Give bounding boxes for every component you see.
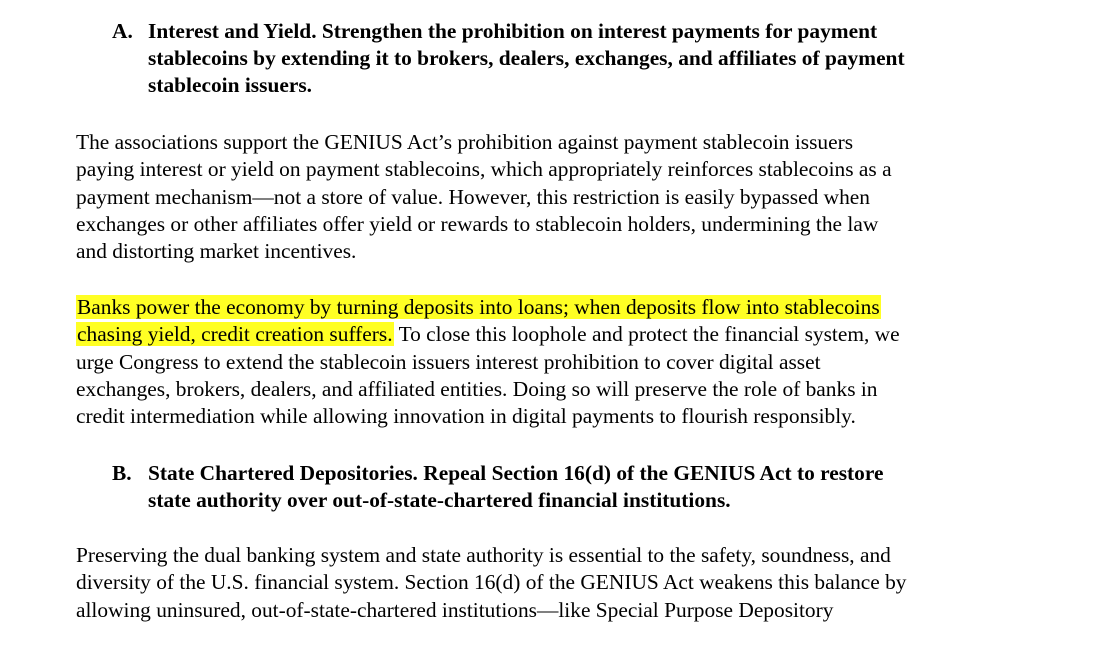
- paragraph-line: payment mechanism—not a store of value. However, this restriction is easily bypassed when: [76, 184, 870, 209]
- section-a-heading-line: Interest and Yield. Strengthen the prohibition on interest payments for payment: [148, 19, 878, 43]
- paragraph-text: To close this loophole and protect the financial system, we: [393, 322, 900, 347]
- paragraph-line: paying interest or yield on payment stablecoins, which appropriately reinforces stablecoins as a: [76, 157, 892, 182]
- paragraph-line: [76, 321, 900, 348]
- section-b-heading-line: State Chartered Depositories. Repeal Section 16(d) of the GENIUS Act to restore: [148, 461, 884, 485]
- section-a-letter: A.: [112, 19, 133, 43]
- highlighted-text: Banks power the economy by turning deposits into loans; when deposits flow into stablecoins: [77, 295, 880, 319]
- paragraph-line: urge Congress to extend the stablecoin issuers interest prohibition to cover digital asset: [76, 349, 821, 374]
- paragraph-line: exchanges, brokers, dealers, and affiliated entities. Doing so will preserve the role of banks in: [76, 376, 878, 401]
- paragraph-line: [76, 294, 881, 321]
- section-a-heading-line: stablecoins by extending it to brokers, dealers, exchanges, and affiliates of payment: [148, 46, 905, 70]
- paragraph-line: and distorting market incentives.: [76, 239, 357, 264]
- paragraph-line: The associations support the GENIUS Act’s prohibition against payment stablecoin issuers: [76, 130, 854, 154]
- section-b-heading-line: state authority over out-of-state-chartered financial institutions.: [148, 488, 731, 512]
- section-b-letter: B.: [112, 461, 132, 485]
- paragraph-line: diversity of the U.S. financial system. Section 16(d) of the GENIUS Act weakens this balance by: [76, 570, 907, 595]
- section-a-heading-line: stablecoin issuers.: [148, 73, 313, 97]
- paragraph-line: Preserving the dual banking system and state authority is essential to the safety, soundness, and: [76, 543, 891, 567]
- paragraph-line: credit intermediation while allowing innovation in digital payments to flourish responsibly.: [76, 404, 856, 429]
- paragraph-line: exchanges or other affiliates offer yield or rewards to stablecoin holders, undermining the law: [76, 211, 879, 236]
- highlighted-text: chasing yield, credit creation suffers.: [77, 322, 393, 347]
- paragraph-line: allowing uninsured, out-of-state-chartered institutions—like Special Purpose Depository: [76, 597, 834, 622]
